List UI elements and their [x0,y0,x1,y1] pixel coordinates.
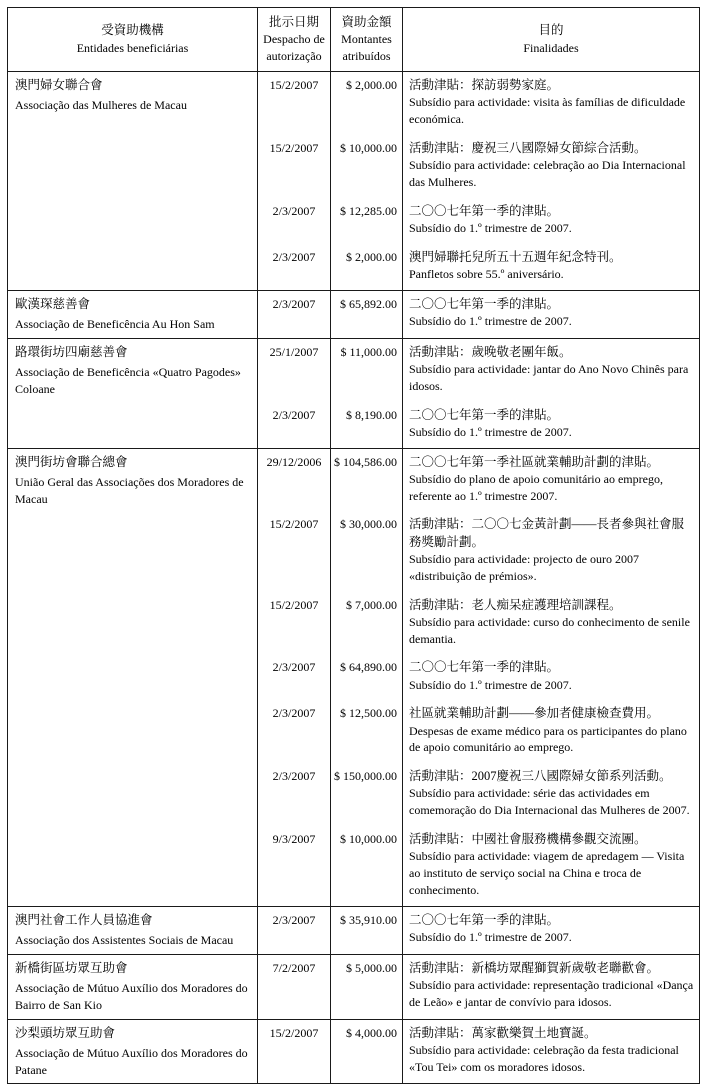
purpose-pt: Subsídio para actividade: projecto de ouro 2007 «distribuição de prémios». [409,551,639,583]
amount-cell: $ 30,000.00 [331,511,403,591]
entity-cell [8,448,258,906]
purpose-zh: 活動津貼：萬家歡樂賀土地寶誕。 [409,1025,597,1040]
authorization-date-cell: 9/3/2007 [258,826,331,906]
purpose-pt: Subsídio do 1.º trimestre de 2007. [409,313,572,328]
purpose-zh: 社區就業輔助計劃——參加者健康檢查費用。 [409,706,660,721]
purpose-pt: Subsídio para actividade: celebração da festa tradicional «Tou Tei» com os moradores idosos. [409,1042,679,1074]
purpose-cell [403,290,700,338]
entity-name-zh: 歐漢琛慈善會 [15,296,91,311]
col-header-purpose-zh: 目的 [538,23,564,38]
col-header-date-pt: Despacho de autorização [263,32,325,64]
authorization-date-cell: 2/3/2007 [258,906,331,954]
entity-name-zh: 沙梨頭坊眾互助會 [15,1025,116,1040]
entity-name-pt: Associação das Mulheres de Macau [15,98,187,113]
purpose-zh: 活動津貼：老人痴呆症護理培訓課程。 [409,597,622,612]
purpose-zh: 活動津貼：2007慶祝三八國際婦女節系列活動。 [409,769,672,784]
col-header-amount-zh: 資助金額 [341,15,392,29]
authorization-date-cell: 15/2/2007 [258,71,331,134]
col-header-amount-pt: Montantes atribuídos [341,32,392,64]
entity-name-zh: 新橋街區坊眾互助會 [15,960,128,975]
purpose-cell [403,338,700,401]
purpose-pt: Subsídio para actividade: série das actividades em comemoração do Dia Internacional das Mulheres de 2007. [409,786,690,818]
purpose-zh: 二〇〇七年第一季的津貼。 [409,296,560,311]
amount-cell: $ 65,892.00 [331,290,403,338]
purpose-zh: 澳門婦聯托兒所五十五週年紀念特刊。 [409,249,622,264]
purpose-zh: 二〇〇七年第一季社區就業輔助計劃的津貼。 [409,454,660,469]
authorization-date-cell: 7/2/2007 [258,954,331,1019]
purpose-zh: 二〇〇七年第一季的津貼。 [409,912,560,927]
amount-cell: $ 2,000.00 [331,71,403,134]
authorization-date-cell: 2/3/2007 [258,700,331,763]
col-header-entity [8,8,258,72]
purpose-cell [403,71,700,134]
col-header-date-zh: 批示日期 [268,15,319,29]
entity-name-pt: Associação de Mútuo Auxílio dos Moradores do Bairro de San Kio [15,981,248,1012]
purpose-cell [403,198,700,244]
amount-cell: $ 7,000.00 [331,592,403,655]
authorization-date-cell: 2/3/2007 [258,402,331,449]
purpose-zh: 活動津貼：歲晚敬老團年飯。 [409,344,572,359]
col-header-purpose [403,8,700,72]
amount-cell: $ 64,890.00 [331,654,403,700]
entry-row [8,906,700,954]
entity-name-pt: União Geral das Associações dos Moradores de Macau [15,474,244,506]
purpose-cell [403,906,700,954]
amount-cell: $ 150,000.00 [331,763,403,826]
purpose-pt: Subsídio para actividade: representação tradicional «Dança de Leão» e jantar de convívio para idosos. [409,978,694,1009]
col-header-entity-pt: Entidades beneficiárias [76,40,189,55]
purpose-pt: Subsídio para actividade: visita às famílias de dificuldade económica. [409,95,686,126]
authorization-date-cell: 15/2/2007 [258,511,331,591]
purpose-cell [403,700,700,763]
purpose-zh: 活動津貼：慶祝三八國際婦女節綜合活動。 [409,140,647,155]
entity-cell [8,906,258,954]
entity-name-pt: Associação dos Assistentes Sociais de Macau [15,932,234,947]
authorization-date-cell: 15/2/2007 [258,135,331,198]
entry-row [8,71,700,134]
purpose-pt: Subsídio do 1.º trimestre de 2007. [409,220,572,235]
purpose-cell [403,402,700,449]
amount-cell: $ 10,000.00 [331,135,403,198]
authorization-date-cell: 15/2/2007 [258,592,331,655]
entity-name-pt: Associação de Mútuo Auxílio dos Moradores do Patane [15,1045,248,1077]
purpose-cell [403,135,700,198]
amount-cell: $ 12,285.00 [331,198,403,244]
purpose-zh: 二〇〇七年第一季的津貼。 [409,203,560,218]
purpose-pt: Subsídio do plano de apoio comunitário ao emprego, referente ao 1.º trimestre 2007. [409,471,663,503]
authorization-date-cell: 25/1/2007 [258,338,331,401]
amount-cell: $ 11,000.00 [331,338,403,401]
purpose-cell [403,654,700,700]
amount-cell: $ 8,190.00 [331,402,403,449]
purpose-cell [403,511,700,591]
entity-cell [8,71,258,290]
amount-cell: $ 104,586.00 [331,448,403,511]
entity-cell [8,290,258,338]
purpose-pt: Subsídio do 1.º trimestre de 2007. [409,424,572,439]
entry-row [8,1019,700,1084]
col-header-purpose-pt: Finalidades [523,40,579,55]
entry-row [8,290,700,338]
purpose-cell [403,592,700,655]
entry-row [8,448,700,511]
entry-row [8,954,700,1019]
authorization-date-cell: 2/3/2007 [258,654,331,700]
purpose-pt: Panfletos sobre 55.º aniversário. [409,266,564,281]
entity-name-zh: 澳門婦女聯合會 [15,77,103,92]
purpose-cell [403,954,700,1019]
amount-cell: $ 35,910.00 [331,906,403,954]
authorization-date-cell: 2/3/2007 [258,198,331,244]
entity-name-pt: Associação de Beneficência «Quatro Pagodes» Coloane [15,364,241,396]
amount-cell: $ 4,000.00 [331,1019,403,1084]
authorization-date-cell: 2/3/2007 [258,290,331,338]
entity-name-zh: 路環街坊四廟慈善會 [15,344,128,359]
authorization-date-cell: 2/3/2007 [258,763,331,826]
amount-cell: $ 10,000.00 [331,826,403,906]
subsidy-table [7,7,700,1084]
purpose-pt: Subsídio para actividade: viagem de apredagem — Visita ao instituto de serviço social na China e troca de conhecimento. [409,849,685,897]
purpose-pt: Subsídio para actividade: jantar do Ano Novo Chinês para idosos. [409,361,689,393]
amount-cell: $ 5,000.00 [331,954,403,1019]
purpose-cell [403,763,700,826]
entity-name-pt: Associação de Beneficência Au Hon Sam [15,316,215,331]
entity-cell [8,1019,258,1084]
purpose-pt: Subsídio do 1.º trimestre de 2007. [409,929,572,944]
authorization-date-cell: 2/3/2007 [258,244,331,291]
purpose-zh: 二〇〇七年第一季的津貼。 [409,407,560,422]
entity-name-zh: 澳門街坊會聯合總會 [15,454,128,469]
col-header-amount [331,8,403,72]
purpose-cell [403,826,700,906]
purpose-pt: Subsídio para actividade: celebração ao Dia Internacional das Mulheres. [409,157,686,189]
authorization-date-cell: 29/12/2006 [258,448,331,511]
col-header-entity-zh: 受資助機構 [101,23,164,38]
entity-name-zh: 澳門社會工作人員協進會 [15,912,153,927]
amount-cell: $ 2,000.00 [331,244,403,291]
entity-cell [8,954,258,1019]
table-body [8,71,700,1084]
table-header-row [8,8,700,72]
purpose-pt: Subsídio do 1.º trimestre de 2007. [409,677,572,692]
authorization-date-cell: 15/2/2007 [258,1019,331,1084]
entry-row [8,338,700,401]
purpose-zh: 活動津貼：新橋坊眾醒獅賀新歲敬老聯歡會。 [409,960,660,975]
entity-cell [8,338,258,448]
purpose-zh: 活動津貼：探訪弱勢家庭。 [409,77,560,92]
amount-cell: $ 12,500.00 [331,700,403,763]
purpose-zh: 二〇〇七年第一季的津貼。 [409,660,560,675]
purpose-cell [403,1019,700,1084]
purpose-pt: Subsídio para actividade: curso do conhecimento de senile demantia. [409,614,690,646]
purpose-zh: 活動津貼：二〇〇七金黃計劃——長者參與社會服務獎勵計劃。 [409,517,685,549]
purpose-cell [403,448,700,511]
col-header-date [258,8,331,72]
purpose-zh: 活動津貼：中國社會服務機構參觀交流團。 [409,832,647,847]
purpose-pt: Despesas de exame médico para os participantes do plano de apoio comunitário ao emprego. [409,723,687,755]
purpose-cell [403,244,700,291]
